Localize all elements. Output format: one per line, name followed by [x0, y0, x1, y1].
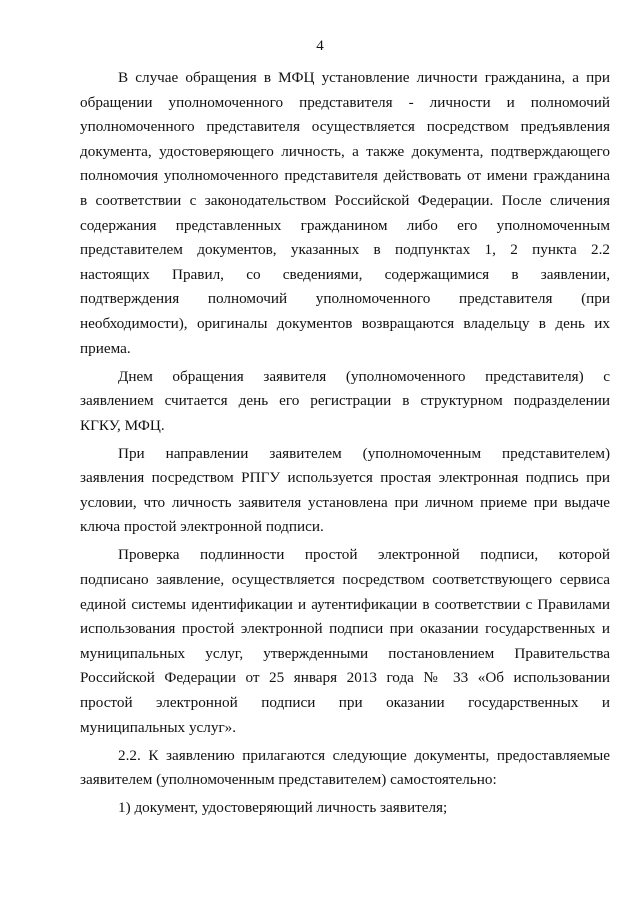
text-line: муниципальных услуг, утвержденными постановлением Правительства: [80, 644, 610, 662]
text-line: заявителем (уполномоченным представителем) самостоятельно:: [80, 771, 497, 789]
paragraph-identity-check: [80, 66, 610, 361]
text-line: заявления посредством РПГУ используется простая электронная подпись при: [80, 469, 610, 487]
text-line: ключа простой электронной подписи.: [80, 518, 324, 536]
document-body: [80, 66, 610, 821]
text-line: условии, что личность заявителя установлена при личном приеме при выдаче: [80, 493, 610, 511]
text-line: необходимости), оригиналы документов возвращаются владельцу в день их: [80, 314, 610, 332]
text-line: 2.2. К заявлению прилагаются следующие документы, предоставляемые: [118, 746, 610, 764]
text-line: подтверждения полномочий уполномоченного представителя (при: [80, 290, 610, 308]
text-line: настоящих Правил, со сведениями, содержащимися в заявлении,: [80, 265, 610, 283]
text-line: Днем обращения заявителя (уполномоченного представителя) с: [118, 367, 610, 385]
text-line: документа, удостоверяющего личность, а также документа, подтверждающего: [80, 142, 610, 160]
text-line: содержания представленных гражданином либо его уполномоченным: [80, 216, 610, 234]
text-line: При направлении заявителем (уполномоченным представителем): [118, 444, 610, 462]
paragraph-section-2-2: [80, 744, 610, 793]
text-line: уполномоченного представителя осуществляется посредством предъявления: [80, 118, 610, 136]
text-line: в соответствии с законодательством Российской Федерации. После сличения: [80, 191, 610, 209]
text-line: подписано заявление, осуществляется посредством соответствующего сервиса: [80, 571, 610, 589]
page-number: 4: [316, 38, 324, 54]
text-line: простой электронной подписи при оказании государственных и: [80, 694, 610, 712]
paragraph-list-item-1: [80, 796, 610, 821]
text-line: обращении уполномоченного представителя - личности и полномочий: [80, 93, 610, 111]
text-line: полномочия уполномоченного представителя действовать от имени гражданина: [80, 167, 610, 185]
text-line: представителем документов, указанных в подпунктах 1, 2 пункта 2.2: [80, 241, 610, 259]
text-line: КГКУ, МФЦ.: [80, 416, 165, 434]
paragraph-signature-verification: [80, 543, 610, 740]
paragraph-electronic-signature: [80, 442, 610, 540]
text-line: приема.: [80, 339, 131, 357]
text-line: 1) документ, удостоверяющий личность заявителя;: [118, 799, 448, 817]
text-line: муниципальных услуг».: [80, 718, 237, 736]
text-line: использования простой электронной подписи при оказании государственных и: [80, 620, 610, 638]
text-line: Российской Федерации от 25 января 2013 года № 33 «Об использовании: [80, 669, 610, 687]
text-line: единой системы идентификации и аутентификации в соответствии с Правилами: [80, 595, 610, 613]
text-line: Проверка подлинности простой электронной подписи, которой: [118, 546, 610, 564]
paragraph-application-date: [80, 365, 610, 439]
text-line: заявлением считается день его регистрации в структурном подразделении: [80, 392, 610, 410]
text-line: В случае обращения в МФЦ установление личности гражданина, а при: [118, 69, 610, 86]
